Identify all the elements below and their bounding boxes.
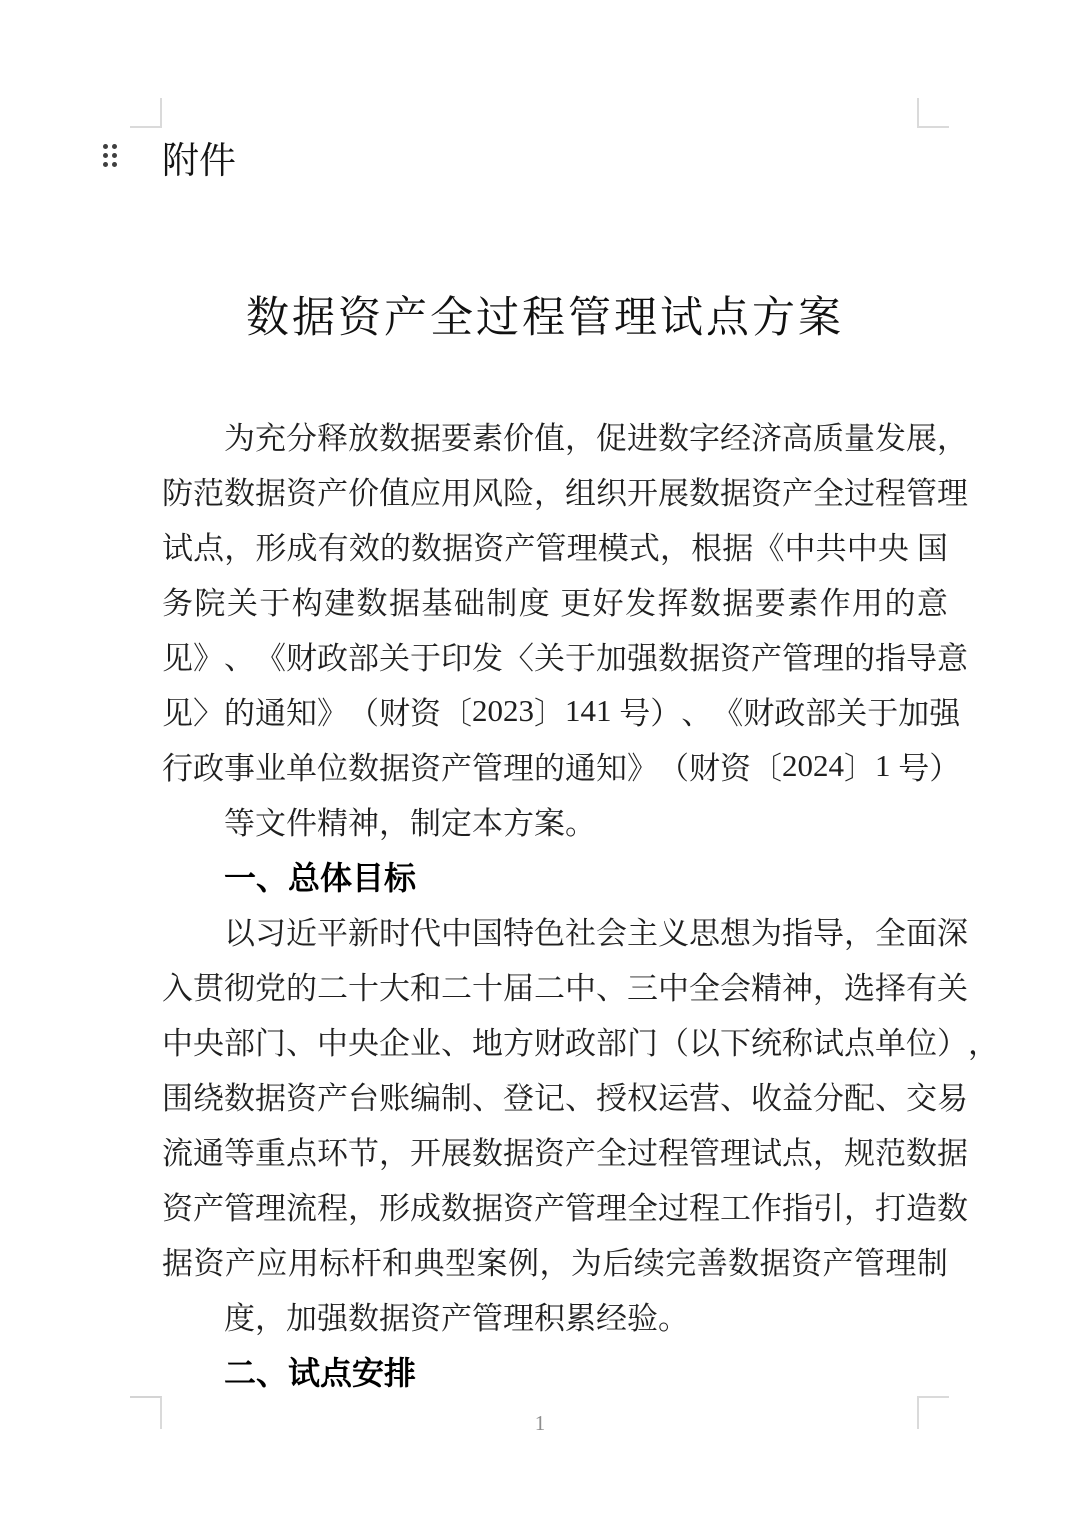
body-line: 中 央 部 门 、 中 央 企 业 、 地 方 财 政 部 门 （ 以 下 统 称 试 点 单 位 ） ， xyxy=(162,1026,999,1061)
drag-handle-dot xyxy=(103,144,108,149)
drag-handle-dot xyxy=(103,162,108,167)
body-line: 以 习 近 平 新 时 代 中 国 特 色 社 会 主 义 思 想 为 指 导 ， 全 面 深 xyxy=(224,916,968,951)
body-line: 防 范 数 据 资 产 价 值 应 用 风 险 ， 组 织 开 展 数 据 资 产 全 过 程 管 理 xyxy=(162,476,968,511)
text-boundary-mark-top-left xyxy=(130,98,162,128)
page-number: 1 xyxy=(534,1411,546,1435)
document-title: 数据资产全过程管理试点方案 xyxy=(246,295,844,342)
drag-handle-dot xyxy=(112,153,117,158)
drag-handle-icon[interactable] xyxy=(103,144,117,167)
body-line: 为 充 分 释 放 数 据 要 素 价 值 ， 促 进 数 字 经 济 高 质 量 发 展 ， xyxy=(224,421,968,456)
drag-handle-dot xyxy=(112,144,117,149)
section-heading-2: 二、试点安排 xyxy=(224,1354,417,1391)
drag-handle-dot xyxy=(103,153,108,158)
body-line: 据 资 产 应 用 标 杆 和 典 型 案 例 ， 为 后 续 完 善 数 据 资 产 管 理 制 xyxy=(162,1246,948,1281)
body-line: 度，加强数据资产管理积累经验。 xyxy=(224,1301,689,1336)
body-line: 行 政 事 业 单 位 数 据 资 产 管 理 的 通 知 》 （ 财 资 〔 2024 〕 1 号 ） xyxy=(162,747,961,786)
body-line: 入 贯 彻 党 的 二 十 大 和 二 十 届 二 中 、 三 中 全 会 精 神 ， 选 择 有 关 xyxy=(162,971,968,1006)
body-line: 见 〉 的 通 知 》 （ 财 资 〔 2023 〕 141 号 ） 、 《 财 政 部 关 于 加 强 xyxy=(162,692,961,731)
body-line: 资 产 管 理 流 程 ， 形 成 数 据 资 产 管 理 全 过 程 工 作 指 引 ， 打 造 数 xyxy=(162,1191,968,1226)
section-heading-1: 一、总体目标 xyxy=(224,859,417,896)
body-line: 试 点 ， 形 成 有 效 的 数 据 资 产 管 理 模 式 ， 根 据 《 中 共 中 央 国 xyxy=(162,531,948,566)
body-line: 务 院 关 于 构 建 数 据 基 础 制 度 更 好 发 挥 数 据 要 素 作 用 的 意 xyxy=(162,586,948,621)
document-body xyxy=(162,408,999,1398)
attachment-label: 附件 xyxy=(162,140,236,181)
body-line: 等文件精神，制定本方案。 xyxy=(224,806,596,841)
body-line: 流 通 等 重 点 环 节 ， 开 展 数 据 资 产 全 过 程 管 理 试 点 ， 规 范 数 据 xyxy=(162,1136,968,1171)
body-line: 围 绕 数 据 资 产 台 账 编 制 、 登 记 、 授 权 运 营 、 收 益 分 配 、 交 易 xyxy=(162,1081,968,1116)
text-boundary-mark-top-right xyxy=(917,98,949,128)
drag-handle-dot xyxy=(112,162,117,167)
body-line: 见 》 、 《 财 政 部 关 于 印 发 〈 关 于 加 强 数 据 资 产 管 理 的 指 导 意 xyxy=(162,641,968,676)
